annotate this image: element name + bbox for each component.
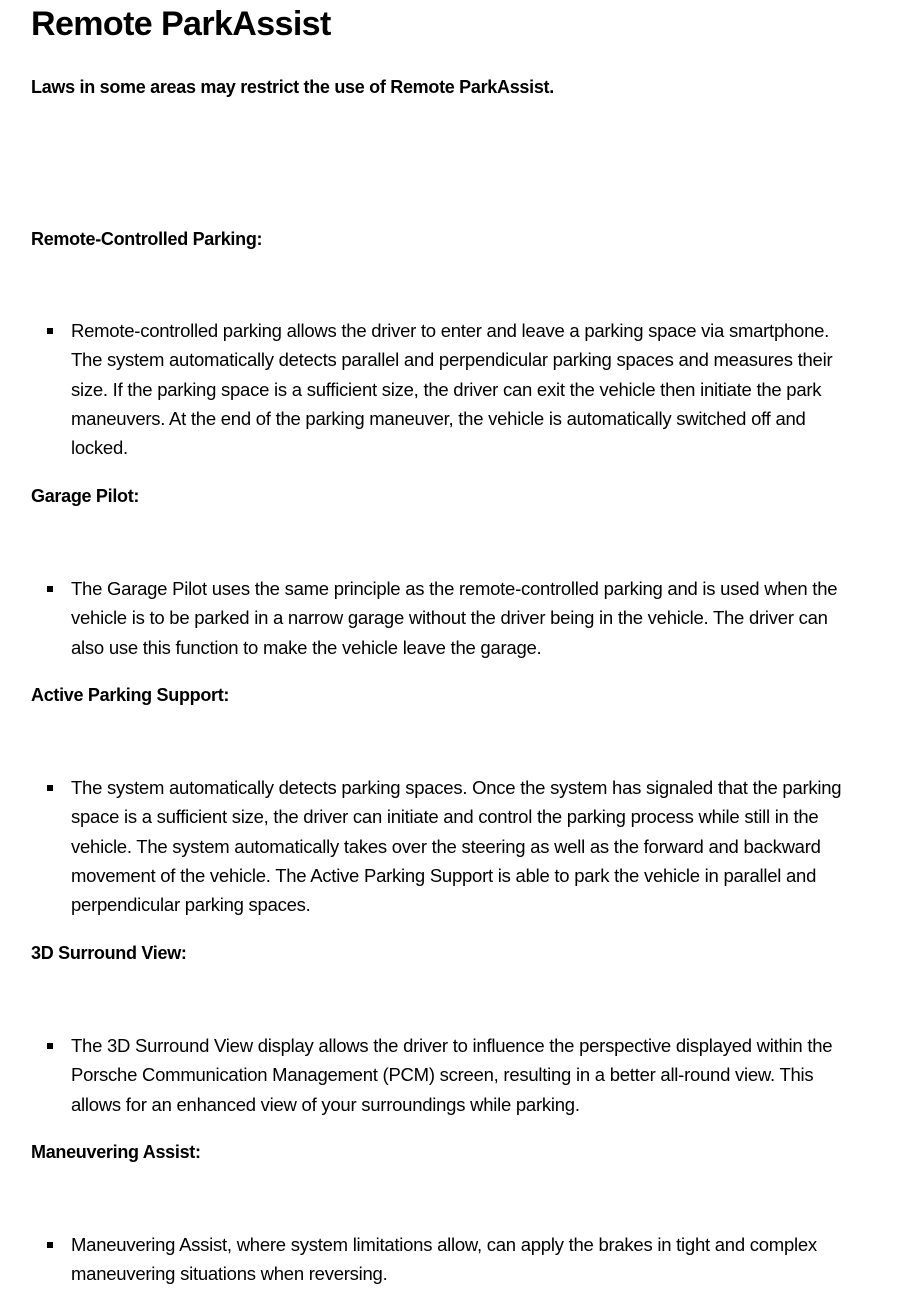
section-heading-active-parking-support: Active Parking Support: (31, 685, 230, 705)
bullet-square-icon (47, 1043, 53, 1049)
bullet-list-remote-controlled-parking (31, 316, 861, 462)
section-heading-maneuvering-assist: Maneuvering Assist: (31, 1142, 201, 1162)
bullet-list-maneuvering-assist (31, 1230, 861, 1289)
bullet-square-icon (47, 785, 53, 791)
bullet-list-active-parking-support (31, 773, 861, 919)
bullet-text: The Garage Pilot uses the same principle as the remote-controlled parking and is used when the vehicle is to be parked in a narrow garage without the driver being in the vehicle. The driver can also use this function to make the vehicle leave the garage. (71, 578, 838, 658)
list-item (31, 1031, 861, 1119)
list-item (31, 316, 861, 462)
list-item (31, 773, 861, 919)
bullet-text: Maneuvering Assist, where system limitations allow, can apply the brakes in tight and complex maneuvering situations when reversing. (71, 1234, 817, 1285)
bullet-text: Remote-controlled parking allows the driver to enter and leave a parking space via smartphone. The system automatically detects parallel and perpendicular parking spaces and measures their size. If the parking space is a sufficient size, the driver can exit the vehicle then initiate the park maneuvers. At the end of the parking maneuver, the vehicle is automatically switched off and locked. (71, 320, 833, 459)
bullet-square-icon (47, 328, 53, 334)
bullet-text: The 3D Surround View display allows the driver to influence the perspective displayed within the Porsche Communication Management (PCM) screen, resulting in a better all-round view. This allows for an enhanced view of your surroundings while parking. (71, 1035, 833, 1115)
bullet-list-3d-surround-view (31, 1031, 861, 1119)
bullet-text: The system automatically detects parking spaces. Once the system has signaled that the parking space is a sufficient size, the driver can initiate and control the parking process while still in the vehicle. The system automatically takes over the steering as well as the forward and backward movement of the vehicle. The Active Parking Support is able to park the vehicle in parallel and perpendicular parking spaces. (71, 777, 842, 916)
section-heading-garage-pilot: Garage Pilot: (31, 486, 140, 506)
bullet-list-garage-pilot (31, 574, 861, 662)
section-heading-3d-surround-view: 3D Surround View: (31, 943, 187, 963)
list-item (31, 574, 861, 662)
bullet-square-icon (47, 1242, 53, 1248)
list-item (31, 1230, 861, 1289)
section-heading-remote-controlled-parking: Remote-Controlled Parking: (31, 229, 263, 249)
page-title: Remote ParkAssist (31, 5, 331, 43)
legal-notice: Laws in some areas may restrict the use of Remote ParkAssist. (31, 77, 554, 97)
bullet-square-icon (47, 586, 53, 592)
